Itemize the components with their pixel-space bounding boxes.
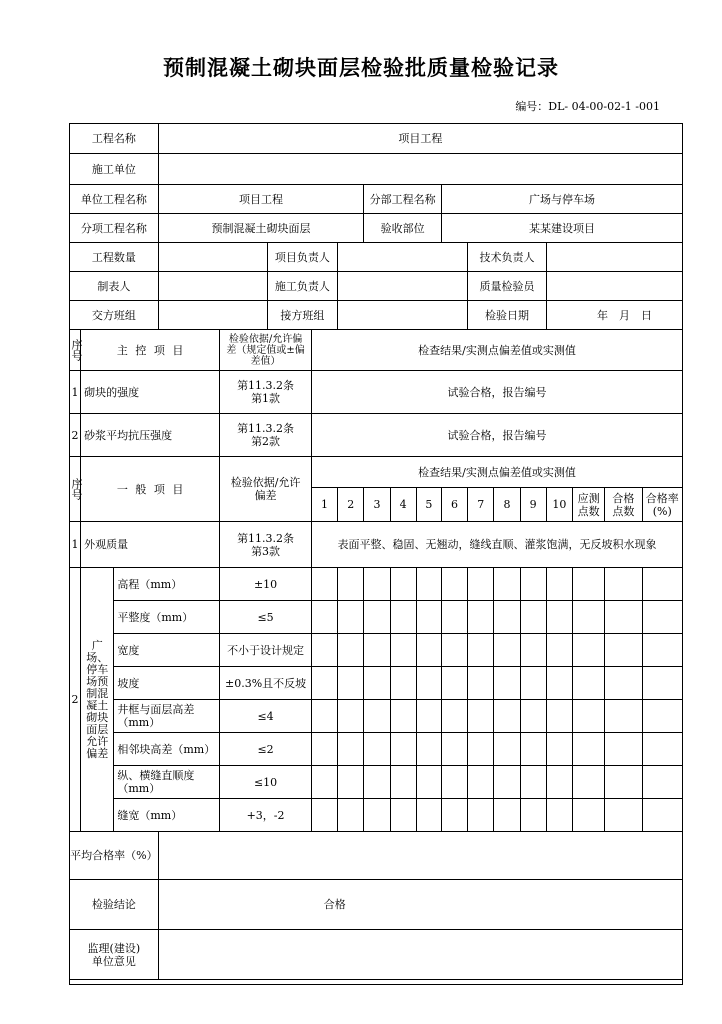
document-code: 编号：DL- 04-00-02-1 -001 xyxy=(515,100,660,113)
point-col-6: 6 xyxy=(441,488,467,522)
unit-project-label: 单位工程名称 xyxy=(70,185,159,214)
handover-team-value[interactable] xyxy=(158,301,267,330)
conclusion-value[interactable]: 合格 xyxy=(158,880,682,930)
deviation-row-tol: ≤5 xyxy=(220,601,312,634)
main-row-basis: 第11.3.2条 第2款 xyxy=(220,414,312,457)
quantity-value[interactable] xyxy=(158,243,267,272)
construction-lead-value[interactable] xyxy=(338,272,468,301)
main-row-basis: 第11.3.2条 第1款 xyxy=(220,371,312,414)
conclusion-label: 检验结论 xyxy=(70,880,159,930)
appearance-seq: 1 xyxy=(70,522,81,568)
point-col-1: 1 xyxy=(311,488,337,522)
point-col-5: 5 xyxy=(416,488,441,522)
deviation-row-tol: ≤4 xyxy=(220,700,312,733)
general-seq-label: 序号 xyxy=(70,478,83,500)
should-points-label: 应测点数 xyxy=(572,488,604,522)
point-col-9: 9 xyxy=(520,488,546,522)
deviation-row-tol: ±10 xyxy=(220,568,312,601)
point-col-10: 10 xyxy=(546,488,572,522)
tabulator-label: 制表人 xyxy=(70,272,159,301)
deviation-row-name: 坡度 xyxy=(114,667,220,700)
deviation-row-tol: ≤10 xyxy=(220,766,312,799)
appearance-result[interactable]: 表面平整、稳固、无翘动，缝线直顺、灌浆饱满，无反坡积水现象 xyxy=(311,522,682,568)
point-col-3: 3 xyxy=(364,488,390,522)
tech-lead-value[interactable] xyxy=(546,243,682,272)
deviation-row-name: 平整度（mm） xyxy=(114,601,220,634)
sub-item-label: 分项工程名称 xyxy=(70,214,159,243)
page-title: 预制混凝土砌块面层检验批质量检验记录 xyxy=(163,56,559,80)
sub-project-label: 分部工程名称 xyxy=(364,185,442,214)
deviation-row-name: 相邻块高差（mm） xyxy=(114,733,220,766)
project-name-label: 工程名称 xyxy=(70,124,159,154)
project-lead-label: 项目负责人 xyxy=(267,243,338,272)
main-row-name: 砌块的强度 xyxy=(81,371,220,414)
main-result-label: 检查结果/实测点偏差值或实测值 xyxy=(311,330,682,371)
sub-item-value[interactable]: 预制混凝土砌块面层 xyxy=(158,214,364,243)
unit-project-value[interactable]: 项目工程 xyxy=(158,185,364,214)
main-basis-label: 检验依据/允许偏差（规定值或±偏差值） xyxy=(220,330,312,371)
main-row-name: 砂浆平均抗压强度 xyxy=(81,414,220,457)
supervision-value[interactable] xyxy=(158,930,682,980)
inspection-date-value[interactable]: 年 月 日 xyxy=(546,301,682,330)
quality-inspector-label: 质量检验员 xyxy=(468,272,547,301)
main-row-result[interactable]: 试验合格，报告编号 xyxy=(311,371,682,414)
point-col-2: 2 xyxy=(338,488,364,522)
receiving-team-label: 接方班组 xyxy=(267,301,338,330)
handover-team-label: 交方班组 xyxy=(70,301,159,330)
tabulator-value[interactable] xyxy=(158,272,267,301)
point-col-7: 7 xyxy=(468,488,494,522)
acceptance-part-label: 验收部位 xyxy=(364,214,442,243)
deviation-row-name: 缝宽（mm） xyxy=(114,799,220,832)
acceptance-part-value[interactable]: 某某建设项目 xyxy=(441,214,682,243)
deviation-row-tol: ±0.3%且不反坡 xyxy=(220,667,312,700)
deviation-row-tol: 不小于设计规定 xyxy=(220,634,312,667)
general-basis-label: 检验依据/允许偏差 xyxy=(220,457,312,522)
appearance-basis: 第11.3.2条 第3款 xyxy=(220,522,312,568)
general-result-label: 检查结果/实测点偏差值或实测值 xyxy=(311,457,682,488)
deviation-seq: 2 xyxy=(70,568,81,832)
deviation-row-name: 高程（mm） xyxy=(114,568,220,601)
quality-inspector-value[interactable] xyxy=(546,272,682,301)
main-seq-label: 序号 xyxy=(70,339,83,361)
point-col-4: 4 xyxy=(390,488,416,522)
general-items-label: 一 般 项 目 xyxy=(81,457,220,522)
deviation-row-name: 纵、横缝直顺度（mm） xyxy=(114,766,220,799)
pass-points-label: 合格点数 xyxy=(605,488,642,522)
project-name-value[interactable]: 项目工程 xyxy=(158,124,682,154)
main-row-result[interactable]: 试验合格，报告编号 xyxy=(311,414,682,457)
inspection-date-label: 检验日期 xyxy=(468,301,547,330)
sub-project-value[interactable]: 广场与停车场 xyxy=(441,185,682,214)
construction-unit-value[interactable] xyxy=(158,154,682,185)
main-row-seq: 2 xyxy=(70,414,81,457)
main-row-seq: 1 xyxy=(70,371,81,414)
avg-rate-label: 平均合格率（%） xyxy=(70,832,159,880)
project-lead-value[interactable] xyxy=(338,243,468,272)
construction-lead-label: 施工负责人 xyxy=(267,272,338,301)
deviation-group-label: 广场、停车场预制混凝土砌块面层允许偏差 xyxy=(81,568,114,832)
main-items-label: 主 控 项 目 xyxy=(81,330,220,371)
deviation-row-name: 井框与面层高差（mm） xyxy=(114,700,220,733)
pass-rate-label: 合格率(%) xyxy=(642,488,682,522)
deviation-row-tol: ≤2 xyxy=(220,733,312,766)
point-col-8: 8 xyxy=(494,488,520,522)
deviation-row-tol: +3，-2 xyxy=(220,799,312,832)
inspection-record-table xyxy=(69,123,683,980)
construction-unit-label: 施工单位 xyxy=(70,154,159,185)
avg-rate-value[interactable] xyxy=(158,832,682,880)
appearance-name: 外观质量 xyxy=(81,522,220,568)
tech-lead-label: 技术负责人 xyxy=(468,243,547,272)
supervision-label: 监理(建设)单位意见 xyxy=(70,930,159,980)
quantity-label: 工程数量 xyxy=(70,243,159,272)
deviation-row-name: 宽度 xyxy=(114,634,220,667)
receiving-team-value[interactable] xyxy=(338,301,468,330)
